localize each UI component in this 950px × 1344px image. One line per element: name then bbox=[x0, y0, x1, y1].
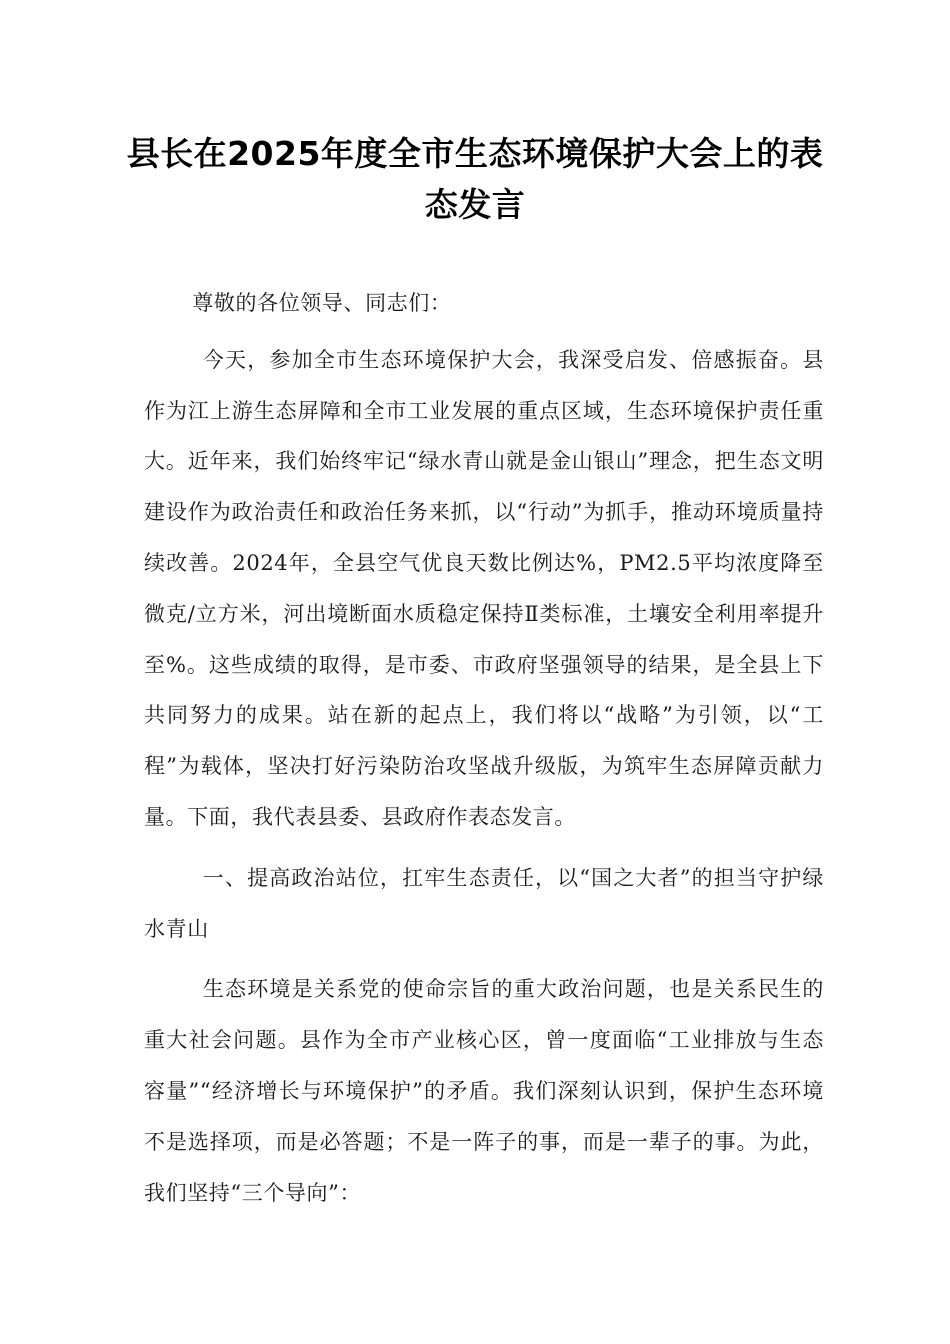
section-1-paragraph: 生态环境是关系党的使命宗旨的重大政治问题，也是关系民生的重大社会问题。县作为全市产业核心区，曾一度面临“工业排放与生态容量”“经济增长与环境保护”的矛盾。我们深刻认识到，保护生态环境不是选择项，而是必答题；不是一阵子的事，而是一辈子的事。为此，我们坚持“三个导向”： bbox=[144, 977, 824, 1205]
document-body bbox=[144, 278, 824, 1218]
section-heading-1: 一、提高政治站位，扛牢生态责任，以“国之大者”的担当守护绿水青山 bbox=[144, 865, 824, 941]
intro-paragraph: 今天，参加全市生态环境保护大会，我深受启发、倍感振奋。县作为江上游生态屏障和全市工业发展的重点区域，生态环境保护责任重大。近年来，我们始终牢记“绿水青山就是金山银山”理念，把生态文明建设作为政治责任和政治任务来抓，以“行动”为抓手，推动环境质量持续改善。2024年，全县空气优良天数比例达%，PM2.5平均浓度降至微克/立方米，河出境断面水质稳定保持Ⅱ类标准，土壤安全利用率提升至%。这些成绩的取得，是市委、市政府坚强领导的结果，是全县上下共同努力的成果。站在新的起点上，我们将以“战略”为引领，以“工程”为载体，坚决打好污染防治攻坚战升级版，为筑牢生态屏障贡献力量。下面，我代表县委、县政府作表态发言。 bbox=[144, 347, 824, 829]
greeting-line: 尊敬的各位领导、同志们： bbox=[192, 291, 452, 315]
document-title: 县长在2025年度全市生态环境保护大会上的表态发言 bbox=[126, 134, 824, 224]
